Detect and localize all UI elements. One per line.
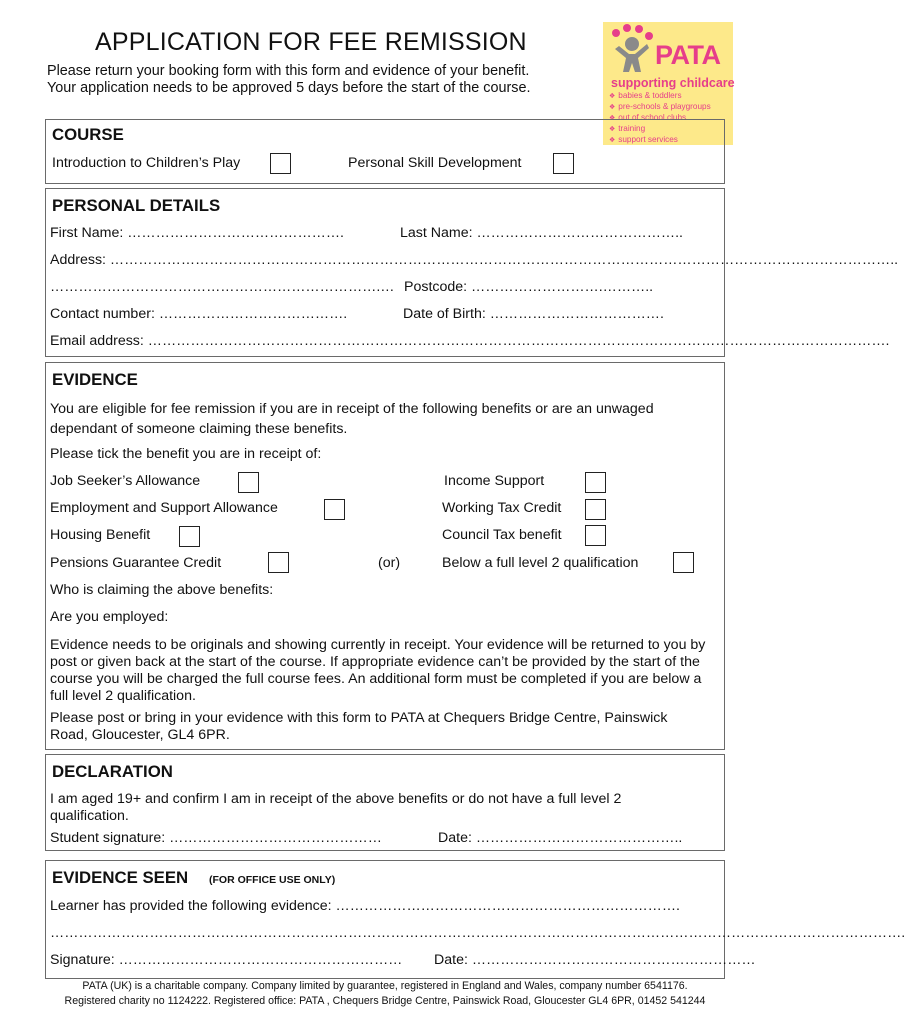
declaration-section — [45, 754, 725, 851]
benefit-label: Below a full level 2 qualification — [442, 555, 639, 571]
council-tax-benefit-checkbox[interactable] — [585, 525, 606, 546]
declaration-date-field[interactable]: Date: …………………………………….. — [438, 830, 683, 846]
jobseekers-allowance-checkbox[interactable] — [238, 472, 259, 493]
working-tax-credit-checkbox[interactable] — [585, 499, 606, 520]
logo-tagline: supporting childcare — [611, 76, 735, 90]
course-option-label: Introduction to Children’s Play — [52, 155, 241, 171]
student-signature-field[interactable]: Student signature: ……………………………………… — [50, 830, 382, 846]
evidence-line-2-field[interactable]: ………………………………………………………………………………………………………………………………………………………………. — [50, 925, 905, 941]
evidence-note: Evidence needs to be originals and showing currently in receipt. Your evidence will be returned to you by post or given back at the start of the course. If appropriate evidence can’t be provided by the start of the course you will be charged the full course fees. An additional form must be completed if you are below a full level 2 qualification. — [50, 637, 706, 704]
employed-field[interactable]: Are you employed: — [50, 609, 169, 625]
benefit-label: Working Tax Credit — [442, 500, 562, 516]
who-claiming-field[interactable]: Who is claiming the above benefits: — [50, 582, 274, 598]
child-figure-icon — [605, 24, 659, 76]
postcode-field[interactable]: Postcode: ……………………….……….. — [404, 279, 654, 295]
course-section — [45, 119, 725, 184]
evidence-seen-heading: EVIDENCE SEEN — [52, 868, 189, 887]
personal-heading: PERSONAL DETAILS — [52, 196, 221, 215]
logo-brand: PATA — [655, 40, 721, 70]
evidence-section — [45, 362, 725, 750]
office-use-section — [45, 860, 905, 979]
office-date-field[interactable]: Date: …………………………………………………… — [434, 952, 756, 968]
last-name-field[interactable]: Last Name: …………………………………….. — [400, 225, 683, 241]
email-field[interactable]: Email address: …………………………………………………………………………………………………………………………………………. — [50, 333, 890, 349]
date-of-birth-field[interactable]: Date of Birth: ………………………………. — [403, 306, 664, 322]
benefit-label: Job Seeker’s Allowance — [50, 473, 201, 489]
benefit-label: Income Support — [444, 473, 545, 489]
benefit-label: Employment and Support Allowance — [50, 500, 278, 516]
intro-line-2: Your application needs to be approved 5 days before the start of the course. — [47, 80, 531, 96]
first-name-field[interactable]: First Name: ………………………………………. — [50, 225, 345, 241]
footer-line-2: Registered charity no 1124222. Registered office: PATA , Chequers Bridge Centre, Painswick Road, Gloucester GL4 6PR, 01452 541244 — [64, 995, 706, 1007]
office-signature-field[interactable]: Signature: …………………………………………………… — [50, 952, 403, 968]
logo-item: ❖ pre-schools & playgroups — [609, 102, 711, 113]
evidence-provided-field[interactable]: Learner has provided the following evidence: ………………………………………………………………. — [50, 898, 680, 914]
tick-prompt: Please tick the benefit you are in receipt of: — [50, 446, 322, 462]
course-personal-skill-checkbox[interactable] — [553, 153, 574, 174]
or-label: (or) — [378, 555, 401, 571]
logo-item: ❖ training — [609, 124, 711, 135]
income-support-checkbox[interactable] — [585, 472, 606, 493]
benefit-label: Council Tax benefit — [442, 527, 562, 543]
course-option-label: Personal Skill Development — [348, 155, 522, 171]
intro-text — [47, 63, 530, 97]
logo-item: ❖ out of school clubs — [609, 113, 711, 124]
contact-number-field[interactable]: Contact number: …………………………………. — [50, 306, 348, 322]
address-line-2-field[interactable]: …………………………………………………………….… — [50, 279, 395, 295]
below-level-2-checkbox[interactable] — [673, 552, 694, 573]
address-field[interactable]: Address: ………………………………………………………………………………………………………………………………………………….. — [50, 252, 899, 268]
logo-item: ❖ support services — [609, 135, 711, 146]
post-note: Please post or bring in your evidence with this form to PATA at Chequers Bridge Centre, Painswick Road, Gloucester, GL4 6PR. — [50, 710, 668, 743]
evidence-heading: EVIDENCE — [52, 370, 138, 389]
office-use-subheading: (FOR OFFICE USE ONLY) — [209, 874, 336, 886]
housing-benefit-checkbox[interactable] — [179, 526, 200, 547]
personal-details-section — [45, 188, 899, 357]
intro-line-1: Please return your booking form with this form and evidence of your benefit. — [47, 63, 530, 79]
footer-line-1: PATA (UK) is a charitable company. Company limited by guarantee, registered in England and Wales, company number 6541176. — [82, 980, 688, 992]
declaration-statement: I am aged 19+ and confirm I am in receipt of the above benefits or do not have a full level 2 qualification. — [50, 791, 622, 824]
benefit-label: Pensions Guarantee Credit — [50, 555, 222, 571]
declaration-heading: DECLARATION — [52, 762, 173, 781]
eligibility-text: You are eligible for fee remission if you are in receipt of the following benefits or are an unwaged dependant of someone claiming these benefits. — [50, 401, 654, 437]
benefit-label: Housing Benefit — [50, 527, 151, 543]
course-heading: COURSE — [52, 125, 124, 144]
pensions-guarantee-credit-checkbox[interactable] — [268, 552, 289, 573]
page-title: APPLICATION FOR FEE REMISSION — [95, 28, 527, 56]
employment-support-allowance-checkbox[interactable] — [324, 499, 345, 520]
course-intro-play-checkbox[interactable] — [270, 153, 291, 174]
logo-item: ❖ babies & toddlers — [609, 91, 711, 102]
